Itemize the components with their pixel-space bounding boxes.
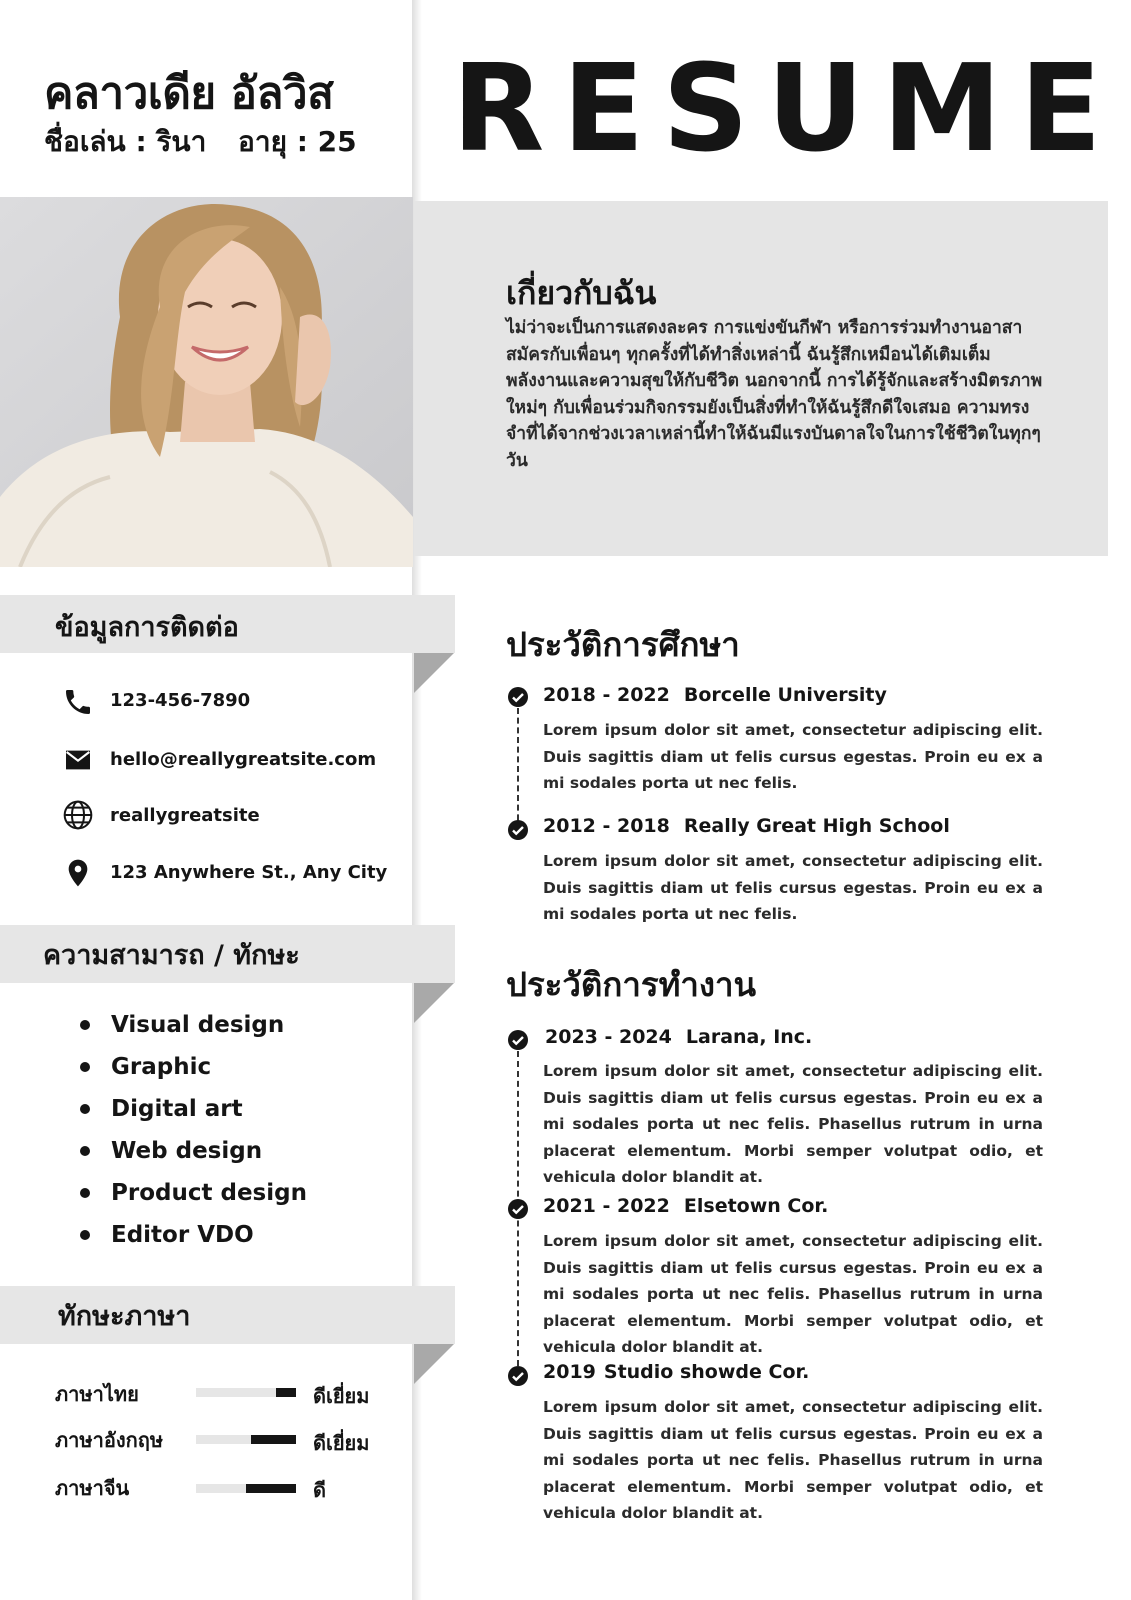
email-address: hello@reallygreatsite.com [110,749,377,770]
check-circle-icon [507,1029,529,1051]
timeline-line [517,708,519,830]
profile-photo [0,197,413,567]
list-item: Visual design [80,1008,307,1050]
resume-title: RESUME [452,40,1120,179]
skills-heading: ความสามารถ / ทักษะ [43,940,300,971]
timeline-description: Lorem ipsum dolor sit amet, consectetur adipiscing elit. Duis sagittis diam ut felis cursus egestas. Proin eu ex a mi sodales porta ut nec felis. Phasellus rutrum in urna placerat elementum. Morbi semper volutpat odio, et vehicula dolor blandit at. [543,1398,1043,1522]
language-level-fill [246,1484,296,1493]
list-item: Graphic [80,1050,307,1092]
timeline-heading [543,1195,828,1217]
phone-number: 123-456-7890 [110,690,251,711]
timeline-years: 2021 - 2022 [543,1195,670,1217]
timeline-description: Lorem ipsum dolor sit amet, consectetur adipiscing elit. Duis sagittis diam ut felis cursus egestas. Proin eu ex a mi sodales porta ut nec felis. [543,852,1043,923]
banner-fold [414,653,454,693]
timeline-place: Borcelle University [683,684,887,706]
contact-heading: ข้อมูลการติดต่อ [55,612,239,643]
work-heading: ประวัติการทำงาน [506,965,757,1004]
about-heading: เกี่ยวกับฉัน [506,274,657,312]
language-name: ภาษาไทย [55,1382,139,1406]
timeline-years: 2023 - 2024 [545,1026,672,1048]
address: 123 Anywhere St., Any City [110,862,388,883]
timeline-heading [543,815,950,837]
list-item: Digital art [80,1092,307,1134]
timeline-place: Studio showde Cor. [603,1361,810,1383]
full-name: คลาวเดีย อัลวิส [44,68,334,119]
check-circle-icon [507,819,529,841]
check-circle-icon [507,1198,529,1220]
timeline-place: Larana, Inc. [685,1026,813,1048]
banner-fold [414,983,454,1023]
language-level-fill [276,1388,296,1397]
timeline-heading [543,1361,809,1383]
personal-info [44,120,379,164]
list-item: Editor VDO [80,1218,307,1260]
timeline-heading [545,1026,812,1048]
language-level: ดี [313,1478,326,1502]
nickname: ชื่อเล่น : รินา [44,125,207,158]
timeline-description: Lorem ipsum dolor sit amet, consectetur adipiscing elit. Duis sagittis diam ut felis cursus egestas. Proin eu ex a mi sodales porta ut nec felis. Phasellus rutrum in urna placerat elementum. Morbi semper volutpat odio, et vehicula dolor blandit at. [543,1232,1043,1356]
timeline-years: 2018 - 2022 [543,684,670,706]
phone-icon [62,686,94,718]
timeline-heading [543,684,887,706]
timeline-place: Really Great High School [683,815,950,837]
language-level-fill [251,1435,296,1444]
globe-icon [62,799,94,831]
check-circle-icon [507,1365,529,1387]
language-level-bar [196,1388,296,1397]
language-level-bar [196,1484,296,1493]
language-level: ดีเยี่ยม [313,1431,370,1455]
list-item: Web design [80,1134,307,1176]
location-pin-icon [62,857,94,889]
timeline-years: 2012 - 2018 [543,815,670,837]
education-heading: ประวัติการศึกษา [506,625,740,664]
website: reallygreatsite [110,805,260,826]
mail-icon [62,744,94,776]
check-circle-icon [507,686,529,708]
timeline-description: Lorem ipsum dolor sit amet, consectetur adipiscing elit. Duis sagittis diam ut felis cursus egestas. Proin eu ex a mi sodales porta ut nec felis. Phasellus rutrum in urna placerat elementum. Morbi semper volutpat odio, et vehicula dolor blandit at. [543,1062,1043,1186]
language-name: ภาษาอังกฤษ [55,1428,164,1452]
about-text: ไม่ว่าจะเป็นการแสดงละคร การแข่งขันกีฬา หรือการร่วมทำงานอาสาสมัครกับเพื่อนๆ ทุกครั้งที่ได้ทำสิ่งเหล่านี้ ฉันรู้สึกเหมือนได้เติมเต็มพลังงานและความสุขให้กับชีวิต นอกจากนี้ การได้รู้จักและสร้างมิตรภาพใหม่ๆ กับเพื่อนร่วมกิจกรรมยังเป็นสิ่งที่ทำให้ฉันรู้สึกดีใจเสมอ ความทรงจำที่ได้จากช่วงเวลาเหล่านี้ทำให้ฉันมีแรงบันดาลใจในการใช้ชีวิตในทุกๆ วัน [506,318,1043,471]
language-name: ภาษาจีน [55,1476,130,1500]
timeline-years: 2019 [543,1361,596,1383]
list-item: Product design [80,1176,307,1218]
banner-fold [414,1344,454,1384]
timeline-description: Lorem ipsum dolor sit amet, consectetur adipiscing elit. Duis sagittis diam ut felis cursus egestas. Proin eu ex a mi sodales porta ut nec felis. [543,721,1043,792]
language-level: ดีเยี่ยม [313,1384,370,1408]
timeline-place: Elsetown Cor. [683,1195,829,1217]
language-level-bar [196,1435,296,1444]
age: อายุ : 25 [238,125,357,158]
skills-list [80,1008,307,1260]
languages-heading: ทักษะภาษา [58,1301,191,1332]
